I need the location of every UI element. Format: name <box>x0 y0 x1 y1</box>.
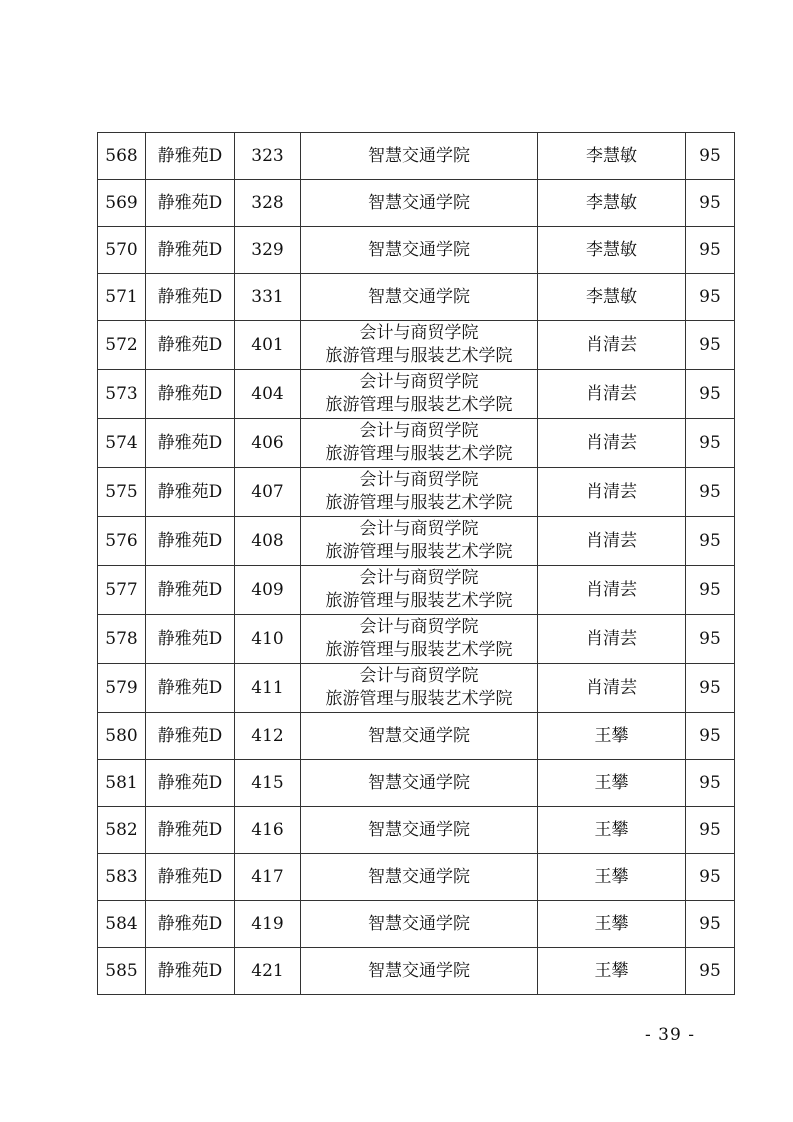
college-name: 旅游管理与服装艺术学院 <box>325 542 513 562</box>
manager-cell: 肖清芸 <box>538 615 686 664</box>
manager-cell: 肖清芸 <box>538 321 686 370</box>
score-cell: 95 <box>686 901 735 948</box>
college-cell <box>301 760 538 807</box>
row-number-cell: 582 <box>98 807 146 854</box>
row-number-cell: 578 <box>98 615 146 664</box>
score-cell: 95 <box>686 133 735 180</box>
room-number-cell: 323 <box>235 133 301 180</box>
score-cell: 95 <box>686 664 735 713</box>
table-row <box>98 807 735 854</box>
room-number-cell: 411 <box>235 664 301 713</box>
building-cell: 静雅苑D <box>146 854 235 901</box>
manager-cell: 王攀 <box>538 807 686 854</box>
building-cell: 静雅苑D <box>146 664 235 713</box>
college-name: 智慧交通学院 <box>368 725 470 746</box>
college-name: 旅游管理与服装艺术学院 <box>325 395 513 415</box>
college-cell <box>301 370 538 419</box>
manager-cell: 王攀 <box>538 948 686 995</box>
college-name: 会计与商贸学院 <box>359 666 479 686</box>
table-row <box>98 274 735 321</box>
score-cell: 95 <box>686 517 735 566</box>
college-name: 智慧交通学院 <box>368 819 470 840</box>
college-name: 旅游管理与服装艺术学院 <box>325 346 513 366</box>
table-row <box>98 566 735 615</box>
row-number-cell: 576 <box>98 517 146 566</box>
college-name: 智慧交通学院 <box>368 913 470 934</box>
building-cell: 静雅苑D <box>146 807 235 854</box>
college-cell <box>301 901 538 948</box>
score-cell: 95 <box>686 807 735 854</box>
score-cell: 95 <box>686 274 735 321</box>
building-cell: 静雅苑D <box>146 566 235 615</box>
manager-cell: 肖清芸 <box>538 664 686 713</box>
building-cell: 静雅苑D <box>146 321 235 370</box>
score-cell: 95 <box>686 760 735 807</box>
college-cell <box>301 566 538 615</box>
manager-cell: 王攀 <box>538 901 686 948</box>
score-cell: 95 <box>686 180 735 227</box>
manager-cell: 李慧敏 <box>538 133 686 180</box>
college-cell <box>301 321 538 370</box>
score-cell: 95 <box>686 419 735 468</box>
dormitory-score-table <box>97 132 735 995</box>
college-name: 智慧交通学院 <box>368 960 470 981</box>
building-cell: 静雅苑D <box>146 419 235 468</box>
manager-cell: 肖清芸 <box>538 468 686 517</box>
manager-cell: 肖清芸 <box>538 419 686 468</box>
college-cell <box>301 807 538 854</box>
page-number: - 39 - <box>645 1025 695 1045</box>
table-row <box>98 321 735 370</box>
room-number-cell: 328 <box>235 180 301 227</box>
row-number-cell: 583 <box>98 854 146 901</box>
manager-cell: 李慧敏 <box>538 227 686 274</box>
row-number-cell: 585 <box>98 948 146 995</box>
row-number-cell: 581 <box>98 760 146 807</box>
row-number-cell: 580 <box>98 713 146 760</box>
manager-cell: 肖清芸 <box>538 517 686 566</box>
table-row <box>98 854 735 901</box>
college-cell <box>301 180 538 227</box>
row-number-cell: 572 <box>98 321 146 370</box>
table-row <box>98 180 735 227</box>
manager-cell: 王攀 <box>538 854 686 901</box>
score-cell: 95 <box>686 227 735 274</box>
table-body <box>98 133 735 995</box>
college-name: 旅游管理与服装艺术学院 <box>325 591 513 611</box>
row-number-cell: 569 <box>98 180 146 227</box>
room-number-cell: 408 <box>235 517 301 566</box>
manager-cell: 肖清芸 <box>538 566 686 615</box>
college-name: 会计与商贸学院 <box>359 323 479 343</box>
table-row <box>98 713 735 760</box>
table-row <box>98 615 735 664</box>
table-row <box>98 901 735 948</box>
building-cell: 静雅苑D <box>146 760 235 807</box>
room-number-cell: 415 <box>235 760 301 807</box>
college-name: 智慧交通学院 <box>368 145 470 166</box>
building-cell: 静雅苑D <box>146 615 235 664</box>
row-number-cell: 573 <box>98 370 146 419</box>
college-name: 会计与商贸学院 <box>359 470 479 490</box>
college-name: 智慧交通学院 <box>368 866 470 887</box>
college-name: 旅游管理与服装艺术学院 <box>325 689 513 709</box>
score-cell: 95 <box>686 948 735 995</box>
college-cell <box>301 854 538 901</box>
score-cell: 95 <box>686 370 735 419</box>
room-number-cell: 407 <box>235 468 301 517</box>
college-cell <box>301 948 538 995</box>
college-name: 智慧交通学院 <box>368 286 470 307</box>
table-row <box>98 664 735 713</box>
table-row <box>98 948 735 995</box>
college-name: 旅游管理与服装艺术学院 <box>325 444 513 464</box>
manager-cell: 王攀 <box>538 760 686 807</box>
manager-cell: 李慧敏 <box>538 180 686 227</box>
room-number-cell: 409 <box>235 566 301 615</box>
college-cell <box>301 133 538 180</box>
table-row <box>98 468 735 517</box>
building-cell: 静雅苑D <box>146 133 235 180</box>
row-number-cell: 574 <box>98 419 146 468</box>
college-name: 会计与商贸学院 <box>359 568 479 588</box>
manager-cell: 李慧敏 <box>538 274 686 321</box>
room-number-cell: 416 <box>235 807 301 854</box>
building-cell: 静雅苑D <box>146 713 235 760</box>
college-name: 旅游管理与服装艺术学院 <box>325 640 513 660</box>
manager-cell: 王攀 <box>538 713 686 760</box>
score-cell: 95 <box>686 713 735 760</box>
building-cell: 静雅苑D <box>146 180 235 227</box>
room-number-cell: 412 <box>235 713 301 760</box>
building-cell: 静雅苑D <box>146 948 235 995</box>
room-number-cell: 331 <box>235 274 301 321</box>
table-row <box>98 370 735 419</box>
room-number-cell: 404 <box>235 370 301 419</box>
room-number-cell: 419 <box>235 901 301 948</box>
college-cell <box>301 419 538 468</box>
table-row <box>98 760 735 807</box>
college-name: 智慧交通学院 <box>368 772 470 793</box>
row-number-cell: 570 <box>98 227 146 274</box>
score-cell: 95 <box>686 468 735 517</box>
row-number-cell: 579 <box>98 664 146 713</box>
college-cell <box>301 615 538 664</box>
building-cell: 静雅苑D <box>146 517 235 566</box>
room-number-cell: 410 <box>235 615 301 664</box>
row-number-cell: 584 <box>98 901 146 948</box>
college-name: 智慧交通学院 <box>368 192 470 213</box>
college-cell <box>301 227 538 274</box>
college-name: 会计与商贸学院 <box>359 519 479 539</box>
row-number-cell: 571 <box>98 274 146 321</box>
college-name: 会计与商贸学院 <box>359 617 479 637</box>
building-cell: 静雅苑D <box>146 370 235 419</box>
college-cell <box>301 274 538 321</box>
college-name: 会计与商贸学院 <box>359 372 479 392</box>
table-row <box>98 133 735 180</box>
college-cell <box>301 713 538 760</box>
room-number-cell: 401 <box>235 321 301 370</box>
row-number-cell: 577 <box>98 566 146 615</box>
room-number-cell: 329 <box>235 227 301 274</box>
row-number-cell: 575 <box>98 468 146 517</box>
table-row <box>98 227 735 274</box>
row-number-cell: 568 <box>98 133 146 180</box>
college-name: 会计与商贸学院 <box>359 421 479 441</box>
room-number-cell: 406 <box>235 419 301 468</box>
room-number-cell: 417 <box>235 854 301 901</box>
score-cell: 95 <box>686 854 735 901</box>
score-cell: 95 <box>686 321 735 370</box>
college-name: 智慧交通学院 <box>368 239 470 260</box>
building-cell: 静雅苑D <box>146 227 235 274</box>
college-cell <box>301 468 538 517</box>
manager-cell: 肖清芸 <box>538 370 686 419</box>
room-number-cell: 421 <box>235 948 301 995</box>
score-cell: 95 <box>686 566 735 615</box>
building-cell: 静雅苑D <box>146 901 235 948</box>
college-cell <box>301 517 538 566</box>
building-cell: 静雅苑D <box>146 274 235 321</box>
table-row <box>98 419 735 468</box>
building-cell: 静雅苑D <box>146 468 235 517</box>
table-row <box>98 517 735 566</box>
score-cell: 95 <box>686 615 735 664</box>
college-name: 旅游管理与服装艺术学院 <box>325 493 513 513</box>
college-cell <box>301 664 538 713</box>
